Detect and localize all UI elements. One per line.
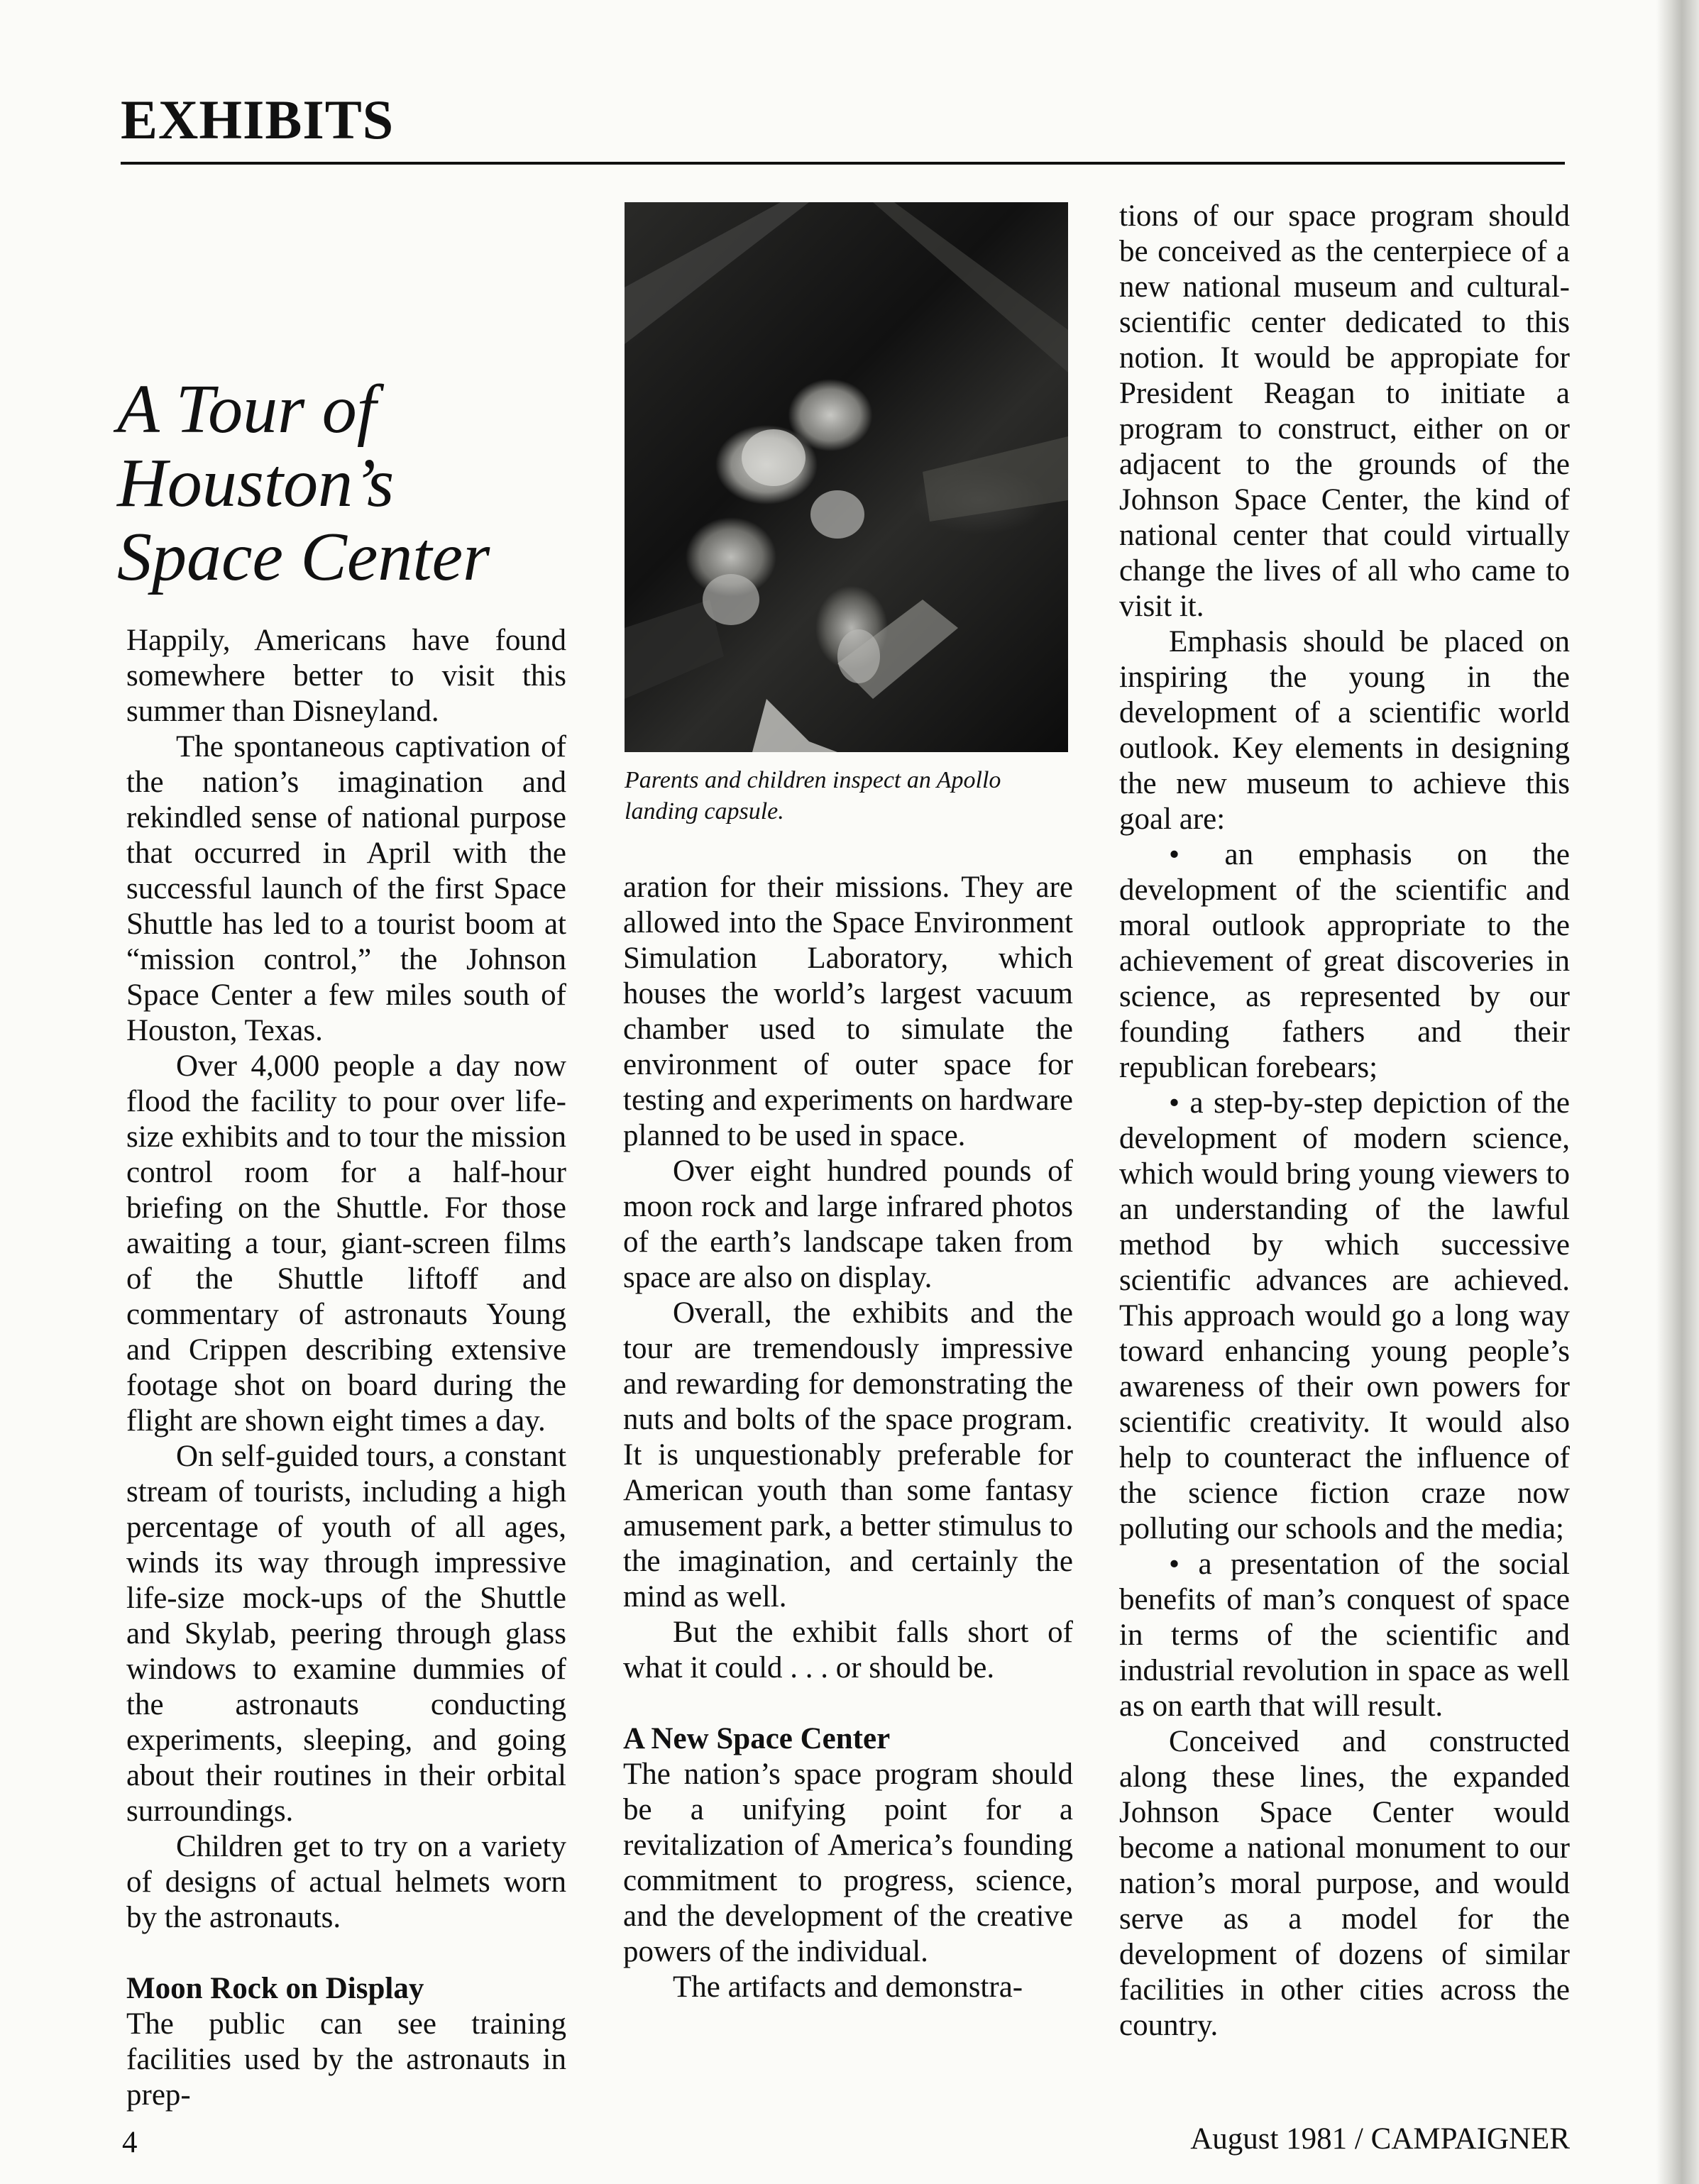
paragraph: Emphasis should be placed on inspiring the young in the development of a scientific world outlook. Key elements in designing the new museum to achieve this goal are: [1119, 625, 1570, 836]
paragraph: The nation’s space program should be a unifying point for a revitalization of America’s founding commitment to progress, science, and the development of the creative powers of the individual. [623, 1758, 1073, 1968]
paragraph: The public can see training facilities used by the astronauts in prep- [126, 2007, 566, 2112]
paragraph: tions of our space program should be conceived as the centerpiece of a new national museum and cultural-scientific center dedicated to this notion. It would be appropiate for President Reagan to initiate a program to construct, either on or adjacent to the grounds of the Johnson Space Center, the kind of national center that could virtually change the lives of all who came to visit it. [1119, 199, 1570, 623]
page-number: 4 [122, 2126, 138, 2159]
title-line-3: Space Center [117, 519, 490, 595]
issue-line: August 1981 / CAMPAIGNER [1190, 2122, 1570, 2156]
column-1 [126, 623, 566, 2113]
paragraph: • a presentation of the social benefits of man’s conquest of space in terms of the scientific and industrial revolution in space as well as on earth that will result. [1119, 1548, 1570, 1723]
apollo-capsule-photo [625, 202, 1068, 752]
title-line-1: A Tour of [117, 371, 376, 448]
paragraph: aration for their missions. They are allowed into the Space Environment Simulation Laboratory, which houses the world’s largest vacuum chamber used to simulate the environment of outer space for testing and experiments on hardware planned to be used in space. [623, 871, 1073, 1152]
paragraph: Overall, the exhibits and the tour are tremendously impressive and rewarding for demonstrating the nuts and bolts of the space program. It is unquestionably preferable for American youth than some fantasy amusement park, a better stimulus to the imagination, and certainly the mind as well. [623, 1296, 1073, 1614]
paragraph: • a step-by-step depiction of the development of modern science, which would bring young viewers to an understanding of the lawful method by which successive scientific advances are achieved. This approach would go a long way toward enhancing young people’s awareness of their own powers for scientific creativity. It would also help to counteract the influence of the science fiction craze now polluting our schools and the media; [1119, 1086, 1570, 1545]
paragraph: But the exhibit falls short of what it could . . . or should be. [623, 1616, 1073, 1684]
header-rule [121, 162, 1565, 165]
article-title [117, 373, 578, 594]
title-line-2: Houston’s [117, 445, 395, 522]
column-2 [623, 870, 1073, 2005]
paragraph: The spontaneous captivation of the nation’s imagination and rekindled sense of national purpose that occurred in April with the successful launch of the first Space Shuttle has led to a tourist boom at “mission control,” the Johnson Space Center a few miles south of Houston, Texas. [126, 730, 566, 1047]
column-3 [1119, 199, 1570, 2044]
paragraph: The artifacts and demonstra- [673, 1970, 1023, 2004]
paragraph: On self-guided tours, a constant stream of tourists, including a high percentage of youth of all ages, winds its way through impressive life-size mock-ups of the Shuttle and Skylab, peering through glass windows to examine dummies of the astronauts conducting experiments, sleeping, and going about their routines in their orbital surroundings. [126, 1440, 566, 1828]
paragraph-gap [126, 1936, 566, 1971]
paragraph-gap [623, 1686, 1073, 1721]
subheading: A New Space Center [623, 1722, 891, 1755]
paragraph: Over eight hundred pounds of moon rock and large infrared photos of the earth’s landscape taken from space are also on display. [623, 1154, 1073, 1294]
section-heading: EXHIBITS [121, 89, 395, 150]
paragraph: Over 4,000 people a day now flood the facility to pour over life-size exhibits and to tour the mission control room for a half-hour briefing on the Shuttle. For those awaiting a tour, giant-screen films of the Shuttle liftoff and commentary of astronauts Young and Crippen describing extensive footage shot on board during the flight are shown eight times a day. [126, 1049, 566, 1438]
photo-caption: Parents and children inspect an Apollo landing capsule. [625, 767, 1001, 824]
paragraph: Happily, Americans have found somewhere better to visit this summer than Disneyland. [126, 624, 566, 728]
subheading: Moon Rock on Display [126, 1972, 424, 2005]
paragraph: Children get to try on a variety of designs of actual helmets worn by the astronauts. [126, 1830, 566, 1934]
paragraph: Conceived and constructed along these lines, the expanded Johnson Space Center would become a national monument to our nation’s moral purpose, and would serve as a model for the development of dozens of similar facilities in other cities across the country. [1119, 1725, 1570, 2042]
paragraph: • an emphasis on the development of the scientific and moral outlook appropriate to the achievement of great discoveries in science, as represented by our founding fathers and their republican forebears; [1119, 838, 1570, 1084]
scan-edge [1656, 0, 1699, 2184]
